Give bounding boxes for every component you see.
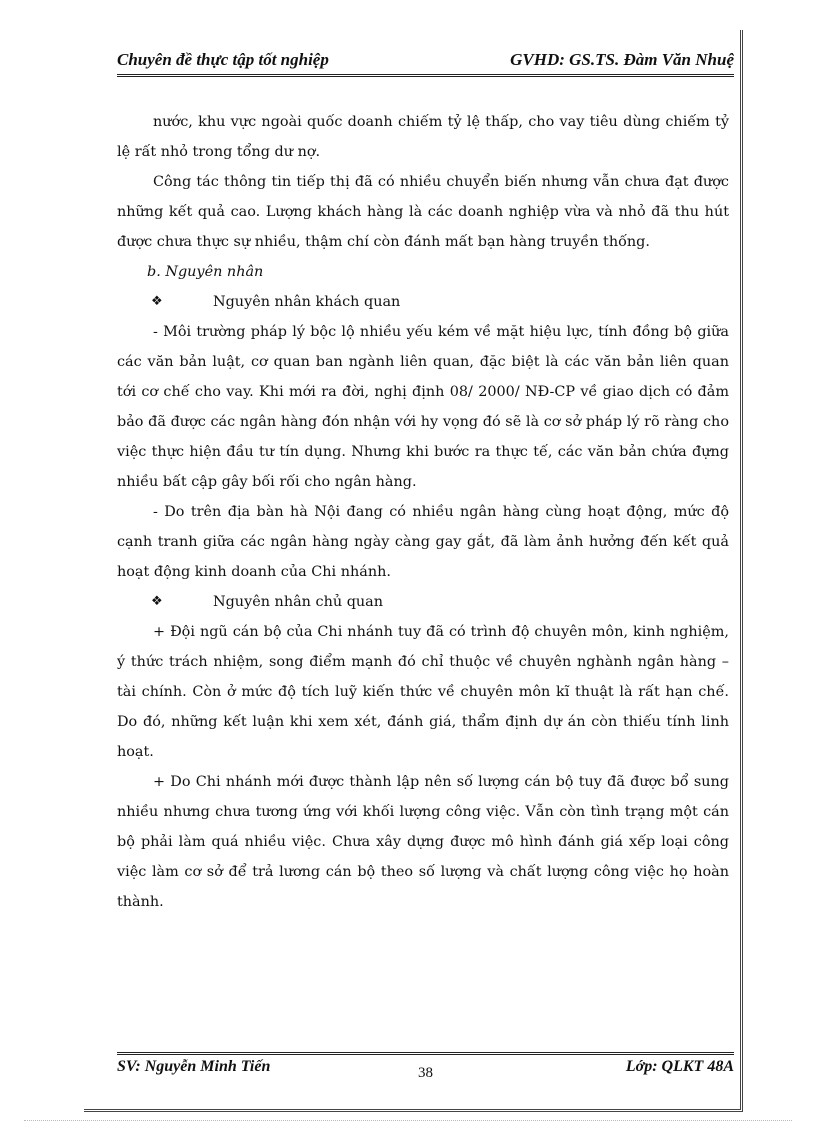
header-title: Chuyên đề thực tập tốt nghiệp (117, 50, 329, 69)
paragraph: + Do Chi nhánh mới được thành lập nên số lượng cán bộ tuy đã được bổ sung nhiều nhưng chưa tương ứng với khối lượng công việc. Vẫn còn tình trạng một cán bộ phải làm quá nhiều việc. Chưa xây dựng được mô hình đánh giá xếp loại công việc làm cơ sở để trả lương cán bộ theo số lượng và chất lượng công việc họ hoàn thành. (117, 774, 729, 910)
page-bottom-divider (24, 1120, 792, 1121)
diamond-bullet-icon: ❖ (151, 294, 163, 309)
bullet-label: Nguyên nhân khách quan (213, 294, 401, 310)
paragraph: nước, khu vực ngoài quốc doanh chiếm tỷ lệ thấp, cho vay tiêu dùng chiếm tỷ lệ rất nhỏ trong tổng dư nợ. (117, 114, 729, 160)
header-advisor: GVHD: GS.TS. Đàm Văn Nhuệ (510, 50, 734, 69)
footer-student: SV: Nguyễn Minh Tiến (117, 1058, 271, 1075)
bullet-item (117, 287, 729, 317)
diamond-bullet-icon: ❖ (151, 594, 163, 609)
page-footer (117, 1052, 734, 1085)
footer-class: Lớp: QLKT 48A (625, 1058, 734, 1075)
paragraph: - Môi trường pháp lý bộc lộ nhiều yếu kém về mặt hiệu lực, tính đồng bộ giữa các văn bản luật, cơ quan ban ngành liên quan, đặc biệt là các văn bản liên quan tới cơ chế cho vay. Khi mới ra đời, nghị định 08/ 2000/ NĐ-CP về giao dịch có đảm bảo đã được các ngân hàng đón nhận với hy vọng đó sẽ là cơ sở pháp lý rõ ràng cho việc thực hiện đầu tư tín dụng. Nhưng khi bước ra thực tế, các văn bản chứa đựng nhiều bất cập gây bối rối cho ngân hàng. (117, 324, 729, 490)
paragraph: - Do trên địa bàn hà Nội đang có nhiều ngân hàng cùng hoạt động, mức độ cạnh tranh giữa các ngân hàng ngày càng gay gắt, đã làm ảnh hưởng đến kết quả hoạt động kinh doanh của Chi nhánh. (117, 504, 729, 580)
bullet-label: Nguyên nhân chủ quan (213, 594, 384, 610)
paragraph: + Đội ngũ cán bộ của Chi nhánh tuy đã có trình độ chuyên môn, kinh nghiệm, ý thức trách nhiệm, song điểm mạnh đó chỉ thuộc về chuyên nghành ngân hàng – tài chính. Còn ở mức độ tích luỹ kiến thức về chuyên môn kĩ thuật là rất hạn chế. Do đó, những kết luận khi xem xét, đánh giá, thẩm định dự án còn thiếu tính linh hoạt. (117, 624, 729, 760)
page-number: 38 (418, 1065, 433, 1081)
page-header (117, 46, 734, 77)
document-body (117, 107, 729, 917)
bullet-item (117, 587, 729, 617)
section-heading: b. Nguyên nhân (147, 264, 264, 280)
paragraph: Công tác thông tin tiếp thị đã có nhiều chuyển biến nhưng vẫn chưa đạt được những kết quả cao. Lượng khách hàng là các doanh nghiệp vừa và nhỏ đã thu hút được chưa thực sự nhiều, thậm chí còn đánh mất bạn hàng truyền thống. (117, 174, 729, 250)
